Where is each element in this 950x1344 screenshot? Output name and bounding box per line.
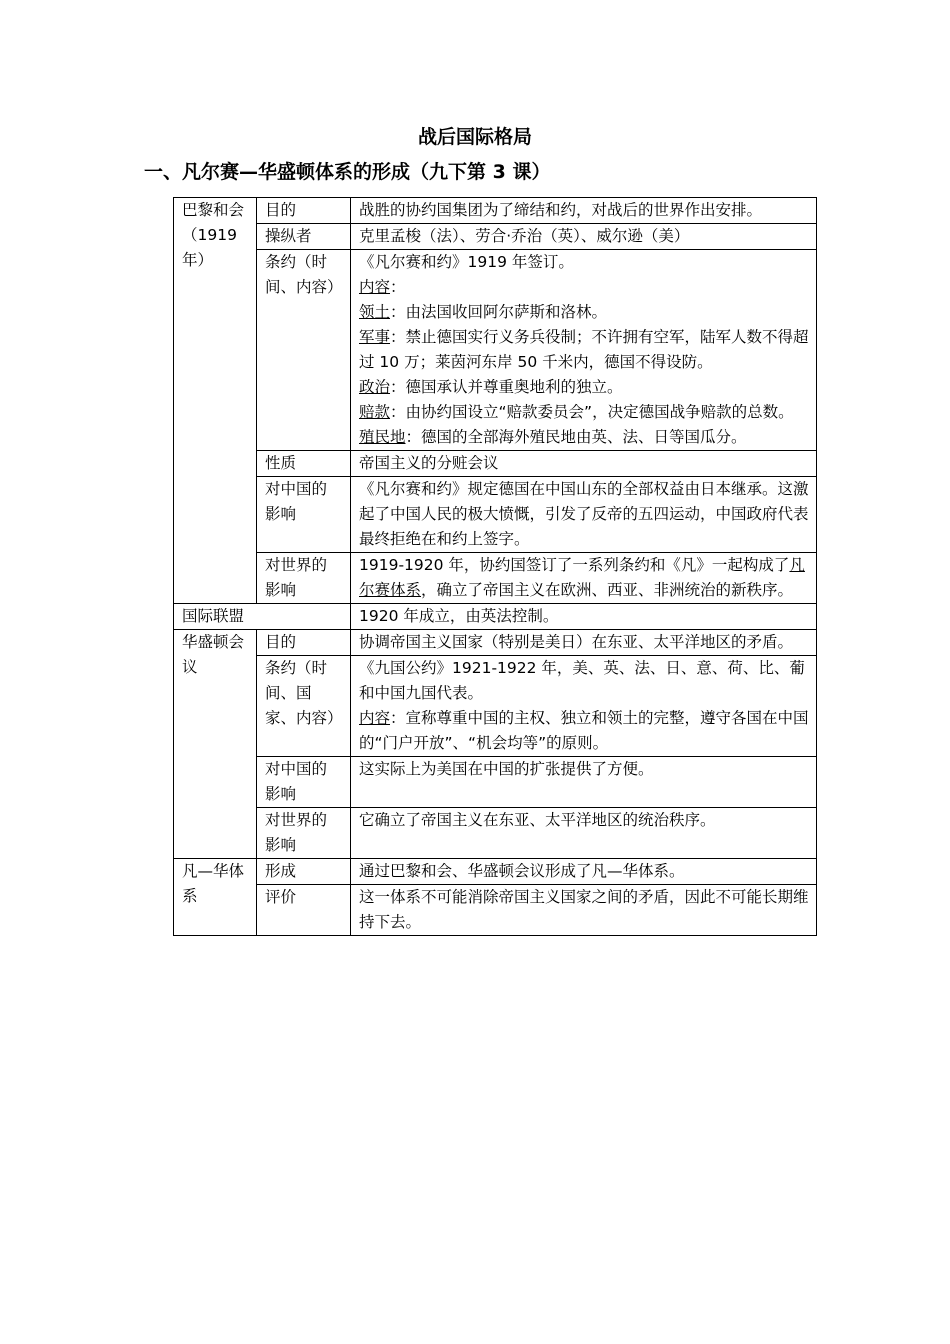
treaty-item-military	[359, 325, 810, 375]
treaty-item-text: ：由法国收回阿尔萨斯和洛林。	[390, 303, 608, 321]
washington-china-impact-label: 对中国的影响	[257, 757, 351, 808]
summary-table	[173, 197, 817, 936]
system-formation-text: 通过巴黎和会、华盛顿会议形成了凡—华体系。	[351, 859, 817, 885]
table-row	[174, 198, 817, 224]
paris-china-impact-text: 《凡尔赛和约》规定德国在中国山东的全部权益由日本继承。这激起了中国人民的极大愤慨，引发了反帝的五四运动，中国政府代表最终拒绝在和约上签字。	[351, 477, 817, 553]
washington-treaty-cell	[351, 656, 817, 757]
paris-treaty-cell	[351, 250, 817, 451]
treaty-item-term: 政治	[359, 378, 391, 396]
league-text: 1920 年成立，由英法控制。	[351, 604, 817, 630]
treaty-item-text: ：德国的全部海外殖民地由英、法、日等国瓜分。	[405, 428, 747, 446]
paris-controllers-label: 操纵者	[257, 224, 351, 250]
content-label: 内容	[359, 278, 391, 296]
versailles-system-term: 凡尔赛体系	[359, 556, 805, 599]
nine-power-content-text: ：宣称尊重中国的主权、独立和领土的完整，遵守各国在中国的“门户开放”、“机会均等”的原则。	[359, 709, 809, 752]
system-formation-label: 形成	[257, 859, 351, 885]
table-row	[174, 808, 817, 859]
treaty-item-territory	[359, 300, 810, 325]
table-row	[174, 859, 817, 885]
paris-world-impact-label: 对世界的影响	[257, 553, 351, 604]
treaty-content-line	[359, 275, 810, 300]
page-title: 战后国际格局	[417, 126, 532, 148]
section-heading: 一、凡尔赛—华盛顿体系的形成（九下第 3 课）	[144, 161, 551, 183]
paris-china-impact-label: 对中国的影响	[257, 477, 351, 553]
treaty-intro: 《凡尔赛和约》1919 年签订。	[359, 253, 574, 271]
treaty-item-term: 领土	[359, 303, 391, 321]
content-label: 内容	[359, 709, 391, 727]
treaty-item-reparations	[359, 400, 810, 425]
table-row	[174, 885, 817, 936]
treaty-item-politics	[359, 375, 810, 400]
treaty-item-text: ：禁止德国实行义务兵役制；不许拥有空军，陆军人数不得超过 10 万；莱茵河东岸 50 千米内，德国不得设防。	[359, 328, 809, 371]
paris-controllers-text: 克里孟梭（法）、劳合·乔治（英）、威尔逊（美）	[351, 224, 817, 250]
nine-power-intro: 《九国公约》1921-1922 年，美、英、法、日、意、荷、比、葡和中国九国代表。	[359, 659, 805, 702]
washington-world-impact-text: 它确立了帝国主义在东亚、太平洋地区的统治秩序。	[351, 808, 817, 859]
table-row	[174, 250, 817, 451]
paris-purpose-label: 目的	[257, 198, 351, 224]
table-row	[174, 630, 817, 656]
washington-purpose-text: 协调帝国主义国家（特别是美日）在东亚、太平洋地区的矛盾。	[351, 630, 817, 656]
system-evaluation-text: 这一体系不可能消除帝国主义国家之间的矛盾，因此不可能长期维持下去。	[351, 885, 817, 936]
table-row	[174, 224, 817, 250]
league-header: 国际联盟	[174, 604, 351, 630]
table-row	[174, 451, 817, 477]
table-row	[174, 604, 817, 630]
washington-world-impact-label: 对世界的影响	[257, 808, 351, 859]
table-row	[174, 477, 817, 553]
table-row	[174, 656, 817, 757]
paris-conference-header: 巴黎和会（1919 年）	[174, 198, 257, 604]
paris-world-impact-cell	[351, 553, 817, 604]
world-impact-text-before: 1919-1920 年，协约国签订了一系列条约和《凡》一起构成了	[359, 556, 790, 574]
paris-treaty-label: 条约（时间、内容）	[257, 250, 351, 451]
washington-purpose-label: 目的	[257, 630, 351, 656]
paris-nature-label: 性质	[257, 451, 351, 477]
world-impact-text-after: ，确立了帝国主义在欧洲、西亚、非洲统治的新秩序。	[421, 581, 794, 599]
treaty-item-term: 军事	[359, 328, 391, 346]
table-row	[174, 757, 817, 808]
washington-conference-header: 华盛顿会议	[174, 630, 257, 859]
nine-power-content	[359, 706, 810, 756]
system-evaluation-label: 评价	[257, 885, 351, 936]
system-header: 凡—华体系	[174, 859, 257, 936]
washington-treaty-label: 条约（时间、国家、内容）	[257, 656, 351, 757]
treaty-item-colonies	[359, 425, 810, 450]
treaty-item-term: 殖民地	[359, 428, 406, 446]
table-row	[174, 553, 817, 604]
content-suffix: ：	[390, 278, 406, 296]
paris-purpose-text: 战胜的协约国集团为了缔结和约，对战后的世界作出安排。	[351, 198, 817, 224]
paris-nature-text: 帝国主义的分赃会议	[351, 451, 817, 477]
washington-china-impact-text: 这实际上为美国在中国的扩张提供了方便。	[351, 757, 817, 808]
treaty-item-text: ：德国承认并尊重奥地利的独立。	[390, 378, 623, 396]
treaty-item-term: 赔款	[359, 403, 391, 421]
treaty-item-text: ：由协约国设立“赔款委员会”，决定德国战争赔款的总数。	[390, 403, 794, 421]
